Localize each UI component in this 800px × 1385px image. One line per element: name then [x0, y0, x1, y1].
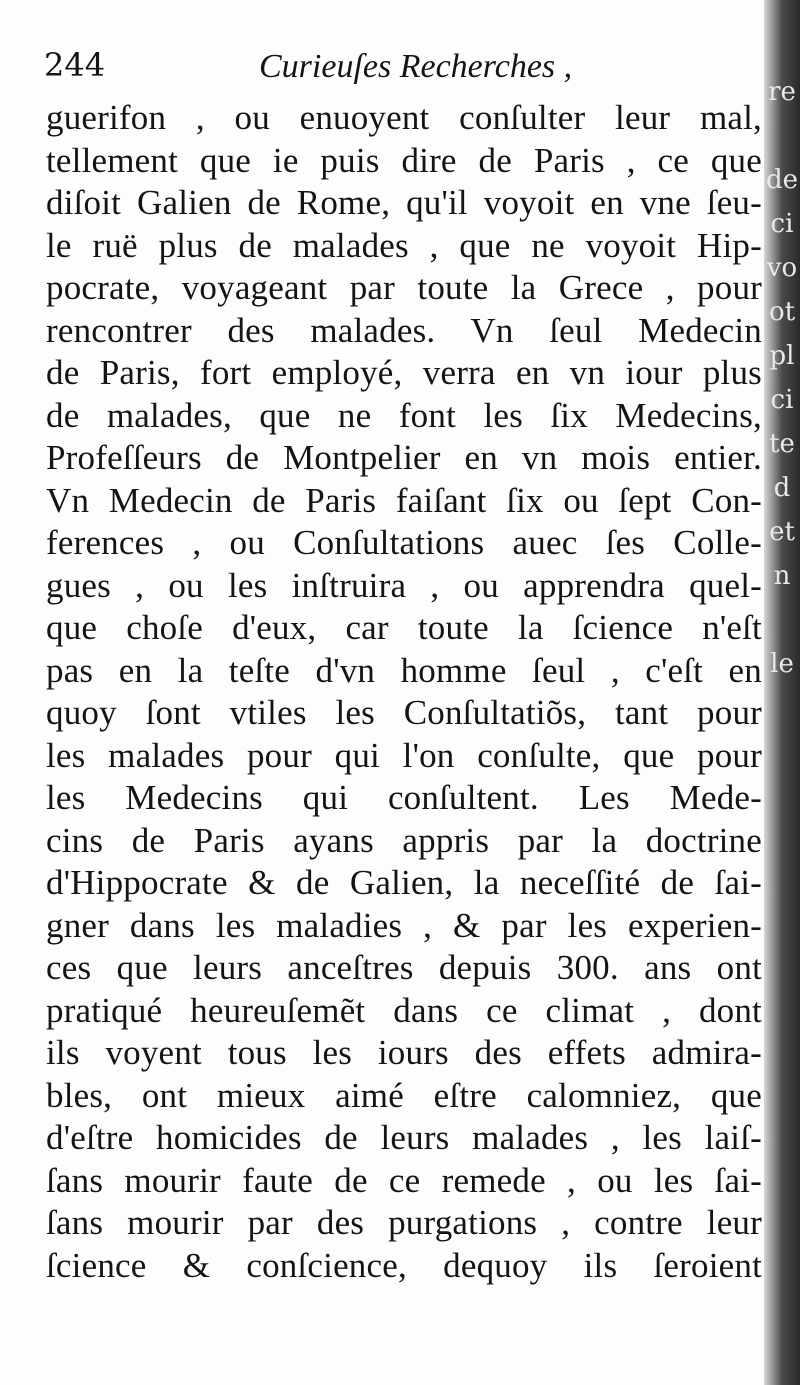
bleed-fragment: [764, 598, 800, 642]
text-line: le ruë plus de malades , que ne voyoit Hip-: [46, 225, 762, 265]
bleed-fragment: ot: [768, 297, 796, 327]
bleed-fragment: le: [770, 649, 794, 679]
text-line: quoy ſont vtiles les Conſultatiõs, tant pour: [46, 693, 762, 732]
facing-page-bleed: [764, 70, 800, 862]
text-line: ferences , ou Conſultations auec ſes Colle-: [46, 523, 762, 562]
body-text: [46, 97, 762, 1287]
text-line: gues , ou les inſtruira , ou apprendra quel-: [46, 565, 762, 605]
bleed-fragment: n: [773, 561, 791, 591]
running-title: Curieuſes Recherches ,: [259, 48, 573, 85]
text-line: bles, ont mieux aimé eſtre calomniez, que: [46, 1075, 762, 1115]
text-line: gner dans les maladies , & par les experien-: [46, 905, 762, 945]
text-line: pas en la teſte d'vn homme ſeul , c'eſt en: [46, 650, 762, 690]
text-line: les malades pour qui l'on conſulte, que pour: [46, 735, 762, 775]
text-line: les Medecins qui conſultent. Les Mede-: [46, 778, 762, 817]
bleed-fragment: re: [768, 77, 796, 107]
bleed-fragment: [764, 818, 800, 862]
text-line: Profeſſeurs de Montpelier en vn mois entier.: [46, 438, 762, 477]
bleed-fragment: [764, 114, 800, 158]
book-gutter: [764, 0, 800, 1385]
text-line: pratiqué heureuſemẽt dans ce climat , dont: [46, 990, 762, 1030]
text-line: cins de Paris ayans appris par la doctrine: [46, 820, 762, 860]
bleed-fragment: ci: [770, 209, 794, 239]
bleed-fragment: d: [773, 473, 791, 503]
text-line: de Paris, fort employé, verra en vn iour plus: [46, 353, 762, 392]
text-line: d'Hippocrate & de Galien, la neceſſité de ſai-: [46, 863, 762, 902]
text-line: ſans mourir par des purgations , contre leur: [46, 1203, 762, 1242]
text-line: ces que leurs anceſtres depuis 300. ans ont: [46, 948, 762, 987]
bleed-fragment: ci: [770, 385, 794, 415]
text-line: rencontrer des malades. Vn ſeul Medecin: [46, 310, 762, 350]
text-line: d'eſtre homicides de leurs malades , les laiſ-: [46, 1118, 762, 1157]
bleed-fragment: [764, 686, 800, 730]
text-line: que choſe d'eux, car toute la ſcience n'eſt: [46, 608, 762, 647]
text-line: ſcience & conſcience, dequoy ils ſeroient: [46, 1245, 762, 1285]
text-line: ils voyent tous les iours des effets admira-: [46, 1033, 762, 1072]
bleed-fragment: de: [765, 165, 799, 195]
text-line: guerifon , ou enuoyent conſulter leur mal,: [46, 98, 762, 137]
text-line: Vn Medecin de Paris faiſant ſix ou ſept Con-: [46, 480, 762, 520]
text-line: de malades, que ne font les ſix Medecins,: [46, 395, 762, 435]
bleed-fragment: te: [769, 429, 795, 459]
page-number: 244: [44, 46, 106, 84]
bleed-fragment: vo: [766, 253, 798, 283]
bleed-fragment: [764, 774, 800, 818]
bleed-fragment: [764, 730, 800, 774]
text-line: ſans mourir faute de ce remede , ou les ſai-: [46, 1160, 762, 1200]
text-line: diſoit Galien de Rome, qu'il voyoit en vne ſeu-: [46, 183, 762, 222]
page-header: [44, 46, 764, 92]
bleed-fragment: pl: [769, 341, 795, 371]
bleed-fragment: et: [769, 517, 795, 547]
text-line: tellement que ie puis dire de Paris , ce que: [46, 140, 762, 180]
text-line: pocrate, voyageant par toute la Grece , pour: [46, 268, 762, 307]
